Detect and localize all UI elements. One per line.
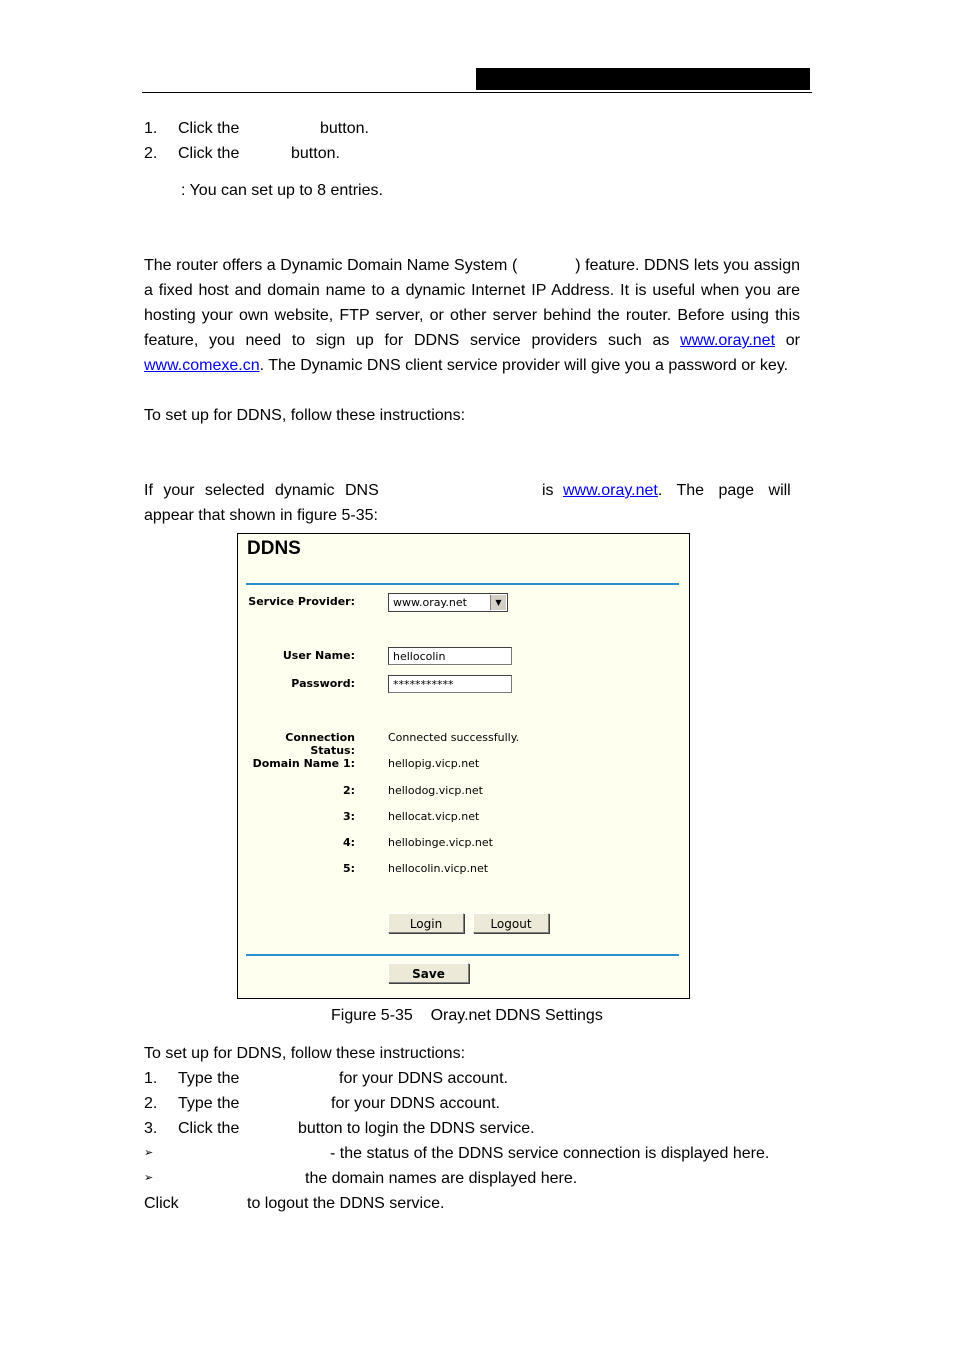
bstep-2-number: 2.	[144, 1095, 158, 1112]
step-2-end: button.	[291, 145, 340, 162]
username-label: User Name:	[282, 649, 355, 662]
panel-top-rule	[246, 583, 679, 585]
connection-status-value: Connected successfully.	[388, 731, 520, 744]
intro-or: or	[785, 332, 801, 349]
connection-status-label: Connection Status:	[285, 731, 355, 757]
bstep-1-end: for your DDNS account.	[339, 1070, 508, 1087]
login-button[interactable]: Login	[388, 913, 464, 933]
bstep-2-text: Type the	[178, 1095, 240, 1112]
domain-2-label: 2:	[342, 784, 355, 797]
bstep-3-text: Click the	[178, 1120, 240, 1137]
bstep-3-end: button to login the DDNS service.	[298, 1120, 535, 1137]
figure-caption: Figure 5-35 Oray.net DDNS Settings	[331, 1007, 603, 1024]
bstep-1-text: Type the	[178, 1070, 240, 1087]
oray-intro-line	[563, 478, 791, 503]
logout-button[interactable]: Logout	[473, 913, 549, 933]
service-provider-select[interactable]	[388, 593, 508, 612]
step-1-end: button.	[320, 120, 369, 137]
bstep-2-end: for your DDNS account.	[331, 1095, 500, 1112]
oray-link-2[interactable]: www.oray.net	[563, 482, 658, 499]
instructions-lead-2: To set up for DDNS, follow these instructions:	[144, 1045, 466, 1062]
password-input[interactable]: ***********	[388, 675, 512, 693]
bullet-arrow-icon: ➢	[144, 1172, 154, 1184]
step-1-number: 1.	[144, 120, 158, 137]
oray-intro-d: appear that shown in figure 5-35:	[144, 507, 378, 524]
intro-part-d: . The Dynamic DNS client service provider will give you a password or key.	[259, 357, 789, 374]
domain-1-value: hellopig.vicp.net	[388, 757, 480, 770]
oray-intro-b: is	[542, 482, 554, 499]
domain-3-value: hellocat.vicp.net	[388, 810, 480, 823]
ddns-settings-panel	[237, 533, 690, 999]
bstep-1-number: 1.	[144, 1070, 158, 1087]
step-1-text: Click the	[178, 120, 240, 137]
step-2-text: Click the	[178, 145, 240, 162]
domain-5-label: 5:	[342, 862, 355, 875]
last-line-post: to logout the DDNS service.	[247, 1195, 445, 1212]
bstep-3-number: 3.	[144, 1120, 158, 1137]
header-bar	[476, 68, 810, 90]
header-rule	[142, 92, 812, 93]
domain-4-value: hellobinge.vicp.net	[388, 836, 493, 849]
intro-part-a: The router offers a Dynamic Domain Name System (	[144, 257, 518, 274]
comexe-link[interactable]: www.comexe.cn	[144, 357, 260, 374]
note-text: : You can set up to 8 entries.	[181, 182, 383, 199]
domain-2-value: hellodog.vicp.net	[388, 784, 483, 797]
service-provider-label: Service Provider:	[248, 595, 355, 608]
bullet-2-text: the domain names are displayed here.	[305, 1170, 578, 1187]
service-provider-value: www.oray.net	[393, 596, 467, 609]
instructions-lead: To set up for DDNS, follow these instructions:	[144, 407, 466, 424]
oray-intro-c: . The page will	[657, 482, 791, 499]
chevron-down-icon[interactable]: ▼	[490, 595, 506, 610]
domain-3-label: 3:	[342, 810, 355, 823]
step-2-number: 2.	[144, 145, 158, 162]
domain-name-label: Domain Name 1:	[252, 757, 355, 770]
oray-intro-a: If your selected dynamic DNS	[144, 482, 379, 499]
ddns-intro-paragraph	[144, 253, 800, 378]
domain-4-label: 4:	[342, 836, 355, 849]
panel-bottom-rule	[246, 954, 679, 956]
username-input[interactable]: hellocolin	[388, 647, 512, 665]
bullet-arrow-icon: ➢	[144, 1147, 154, 1159]
save-button[interactable]: Save	[388, 963, 469, 983]
domain-5-value: hellocolin.vicp.net	[388, 862, 489, 875]
intro-part-b: ) feature. DDNS lets you assign a fixed host and domain name to a dynamic Internet IP Address. It is useful when you are hosting your own website, FTP server, or other server behind the router. Before using this feature, you need to sign up for DDNS service providers such as	[144, 257, 800, 349]
bullet-1-text: - the status of the DDNS service connection is displayed here.	[330, 1145, 770, 1162]
oray-link[interactable]: www.oray.net	[680, 332, 776, 349]
last-line-pre: Click	[144, 1195, 179, 1212]
password-label: Password:	[291, 677, 355, 690]
panel-title: DDNS	[247, 538, 301, 559]
